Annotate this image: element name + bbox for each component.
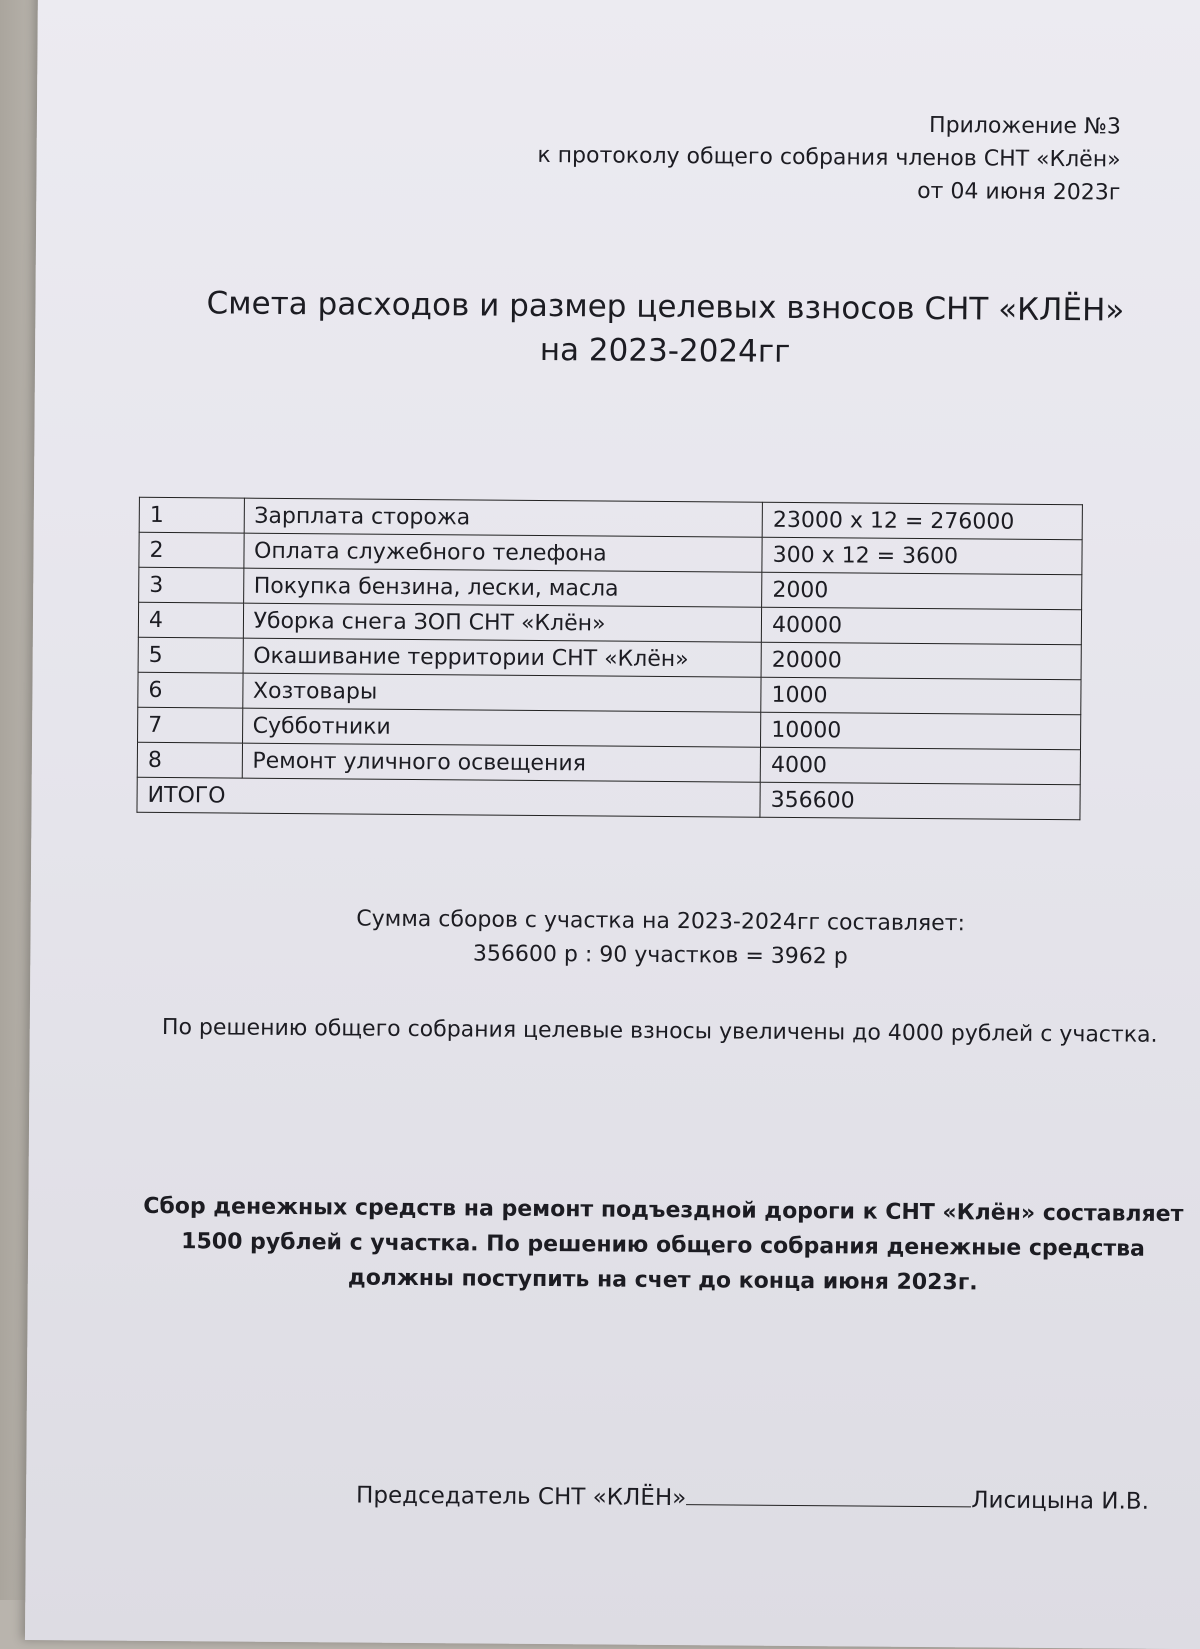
row-number: 3 (139, 567, 244, 603)
row-number: 5 (138, 637, 243, 673)
row-number: 7 (138, 707, 243, 743)
row-item: Зарплата сторожа (244, 498, 763, 537)
document-title (115, 281, 1200, 378)
signatory-name: Лисицына И.В. (971, 1487, 1150, 1515)
total-value: 356600 (760, 782, 1080, 820)
signature-line (686, 1482, 971, 1507)
row-sum: 1000 (761, 677, 1081, 715)
row-item: Оплата служебного телефона (243, 533, 762, 572)
row-item: Окашивание территории СНТ «Клён» (243, 638, 762, 677)
road-notice-line-2: 1500 рублей с участка. По решению общего собрания денежные средства (181, 1229, 1146, 1262)
total-label: ИТОГО (137, 777, 760, 817)
row-item: Хозтовары (242, 673, 761, 712)
row-sum: 40000 (761, 607, 1081, 645)
title-line-2: на 2023-2024гг (539, 331, 791, 370)
road-repair-notice (118, 1189, 1200, 1303)
row-item: Субботники (242, 708, 761, 747)
row-sum: 20000 (761, 642, 1081, 680)
row-sum: 300 х 12 = 3600 (762, 537, 1082, 575)
row-number: 8 (137, 742, 242, 778)
row-sum: 10000 (761, 712, 1081, 750)
appendix-note (537, 106, 1121, 210)
row-item: Покупка бензина, лески, масла (243, 568, 762, 607)
row-number: 1 (139, 497, 244, 533)
row-sum: 4000 (760, 747, 1080, 785)
row-number: 6 (138, 672, 243, 708)
row-number: 4 (138, 602, 243, 638)
signature-block (356, 1480, 1149, 1515)
road-notice-line-3: должны поступить на счет до конца июня 2023г. (347, 1265, 978, 1296)
appendix-number: Приложение №3 (929, 113, 1121, 140)
row-item: Ремонт уличного освещения (242, 743, 761, 782)
budget-table (136, 497, 1082, 820)
row-number: 2 (139, 532, 244, 568)
row-item: Уборка снега ЗОП СНТ «Клён» (243, 603, 762, 642)
appendix-protocol-ref: к протоколу общего собрания членов СНТ «Клён» (537, 142, 1121, 173)
signatory-position: Председатель СНТ «КЛЁН» (356, 1482, 687, 1512)
row-sum: 2000 (762, 572, 1082, 610)
document-sheet (25, 0, 1200, 1649)
fee-calculation-line-2: 356600 р : 90 участков = 3962 р (472, 941, 848, 970)
title-line-1: Смета расходов и размер целевых взносов СНТ «КЛЁН» (206, 285, 1125, 329)
fee-calculation (110, 901, 1200, 978)
appendix-date: от 04 июня 2023г (917, 178, 1121, 206)
road-notice-line-1: Сбор денежных средств на ремонт подъездной дороги к СНТ «Клён» составляет (143, 1193, 1184, 1228)
fee-calculation-line-1: Сумма сборов с участка на 2023-2024гг составляет: (356, 906, 966, 937)
fee-decision: По решению общего собрания целевые взносы увеличены до 4000 рублей с участка. (161, 1015, 1158, 1048)
row-sum: 23000 х 12 = 276000 (762, 502, 1082, 540)
table-total-row (137, 777, 1080, 819)
